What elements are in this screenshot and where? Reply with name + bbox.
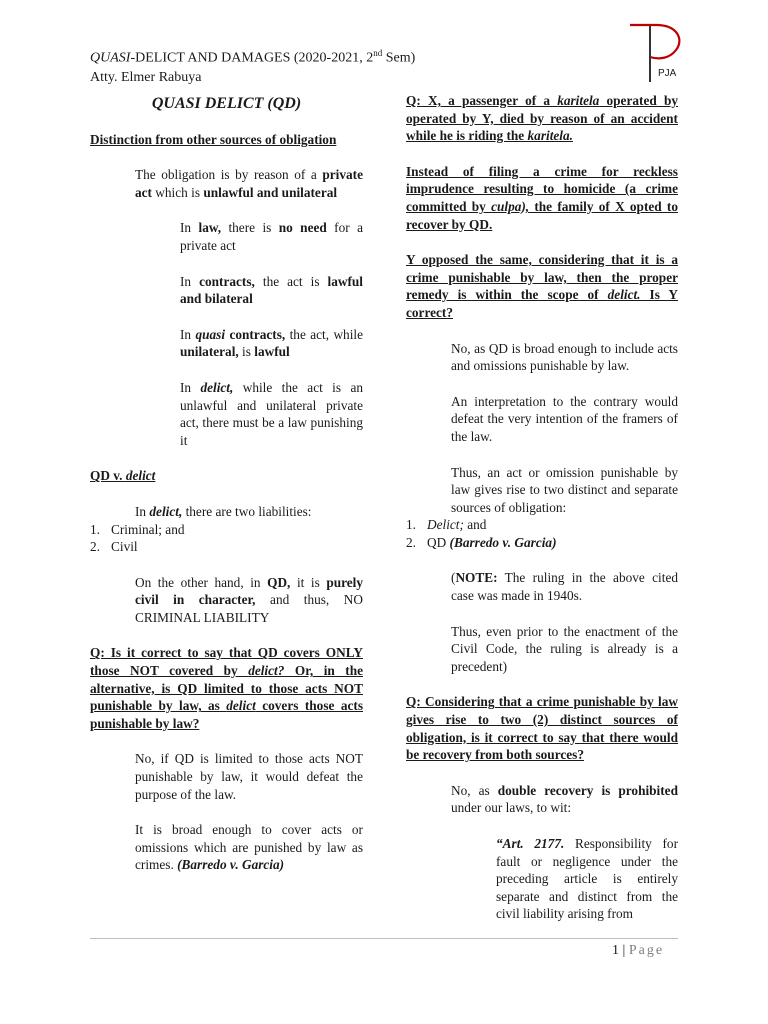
- paragraph-quasi-contracts: In quasi contracts, the act, while unilateral, is lawful: [180, 326, 363, 360]
- answer-paragraph: Thus, an act or omission punishable by law gives rise to two distinct and separate sources of obligation:: [451, 464, 678, 515]
- paragraph-purely-civil: On the other hand, in QD, it is purely civil in character, and thus, NO CRIMINAL LIABILITY: [135, 574, 364, 625]
- author-line: Atty. Elmer Rabuya: [90, 69, 202, 85]
- list-item: 2. QD (Barredo v. Garcia): [406, 534, 557, 550]
- answer-paragraph: No, as QD is broad enough to include acts and omissions punishable by law.: [451, 340, 678, 374]
- list-item: 2. Civil: [90, 539, 138, 555]
- note-paragraph: (NOTE: The ruling in the above cited case was made in 1940s.: [451, 570, 678, 604]
- logo-text: PJA: [658, 68, 677, 79]
- left-column: [90, 92, 363, 874]
- paragraph-obligation: The obligation is by reason of a private act which is unlawful and unilateral: [135, 167, 363, 200]
- question-qd-coverage: Q: Is it correct to say that QD covers ONLY those NOT covered by delict? Or, in the alternative, is QD limited to those acts NOT punishable by law, as delict covers those acts punishable by law?: [90, 645, 363, 731]
- question-double-recovery: Q: Considering that a crime punishable by law gives rise to two (2) distinct sources of obligation, is it correct to say that there would be recovery from both sources?: [406, 694, 678, 763]
- question-karitela-issue: Y opposed the same, considering that it is a crime punishable by law, then the proper remedy is within the scope of delict. Is Y correct?: [406, 252, 679, 320]
- document-header: [90, 44, 415, 87]
- answer-paragraph-double-recovery: No, as double recovery is prohibited under our laws, to wit:: [451, 782, 678, 816]
- answer-paragraph-barredo: It is broad enough to cover acts or omissions which are punished by law as crimes. (Barredo v. Garcia): [135, 822, 363, 873]
- page-label: Page: [628, 943, 665, 958]
- question-karitela: Q: X, a passenger of a karitela operated by operated by Y, died by reason of an accident while he is riding the karitela.: [406, 93, 678, 144]
- pja-logo: [626, 20, 686, 84]
- question-karitela-facts: Instead of filing a crime for reckless imprudence resulting to homicide (a crime committed by culpa), the family of X opted to recover by QD.: [406, 163, 678, 232]
- footer-rule: [90, 938, 678, 939]
- quoted-article: “Art. 2177. Responsibility for fault or negligence under the preceding article is entirely separate and distinct from the civil liability arising from: [496, 836, 678, 922]
- sources-list: [406, 516, 678, 551]
- answer-paragraph: No, if QD is limited to those acts NOT punishable by law, it would defeat the purpose of the law.: [135, 751, 363, 802]
- heading-distinction: Distinction from other sources of obligation: [90, 131, 337, 147]
- paragraph-delict: In delict, while the act is an unlawful and unilateral private act, there must be a law punishing it: [180, 379, 363, 448]
- page-footer: 1 | Page: [612, 943, 665, 958]
- paragraph-law: In law, there is no need for a private act: [180, 220, 363, 253]
- heading-qd-v-delict: QD v. delict: [90, 468, 156, 484]
- paragraph-two-liabilities: In delict, there are two liabilities:: [135, 503, 312, 519]
- paragraph-contracts: In contracts, the act is lawful and bilateral: [180, 273, 363, 307]
- answer-paragraph: An interpretation to the contrary would defeat the very intention of the framers of the law.: [451, 393, 678, 444]
- page-number: 1: [612, 943, 619, 958]
- liabilities-list: [90, 521, 363, 556]
- answer-paragraph: Thus, even prior to the enactment of the Civil Code, the ruling is already is a precedent): [451, 623, 678, 674]
- section-title: QUASI DELICT (QD): [151, 95, 302, 112]
- right-column: [406, 92, 678, 923]
- course-title: QUASI-DELICT AND DAMAGES (2020-2021, 2nd Sem): [90, 48, 416, 66]
- list-item: 1. Criminal; and: [90, 521, 185, 537]
- list-item: 1. Delict; and: [406, 517, 487, 533]
